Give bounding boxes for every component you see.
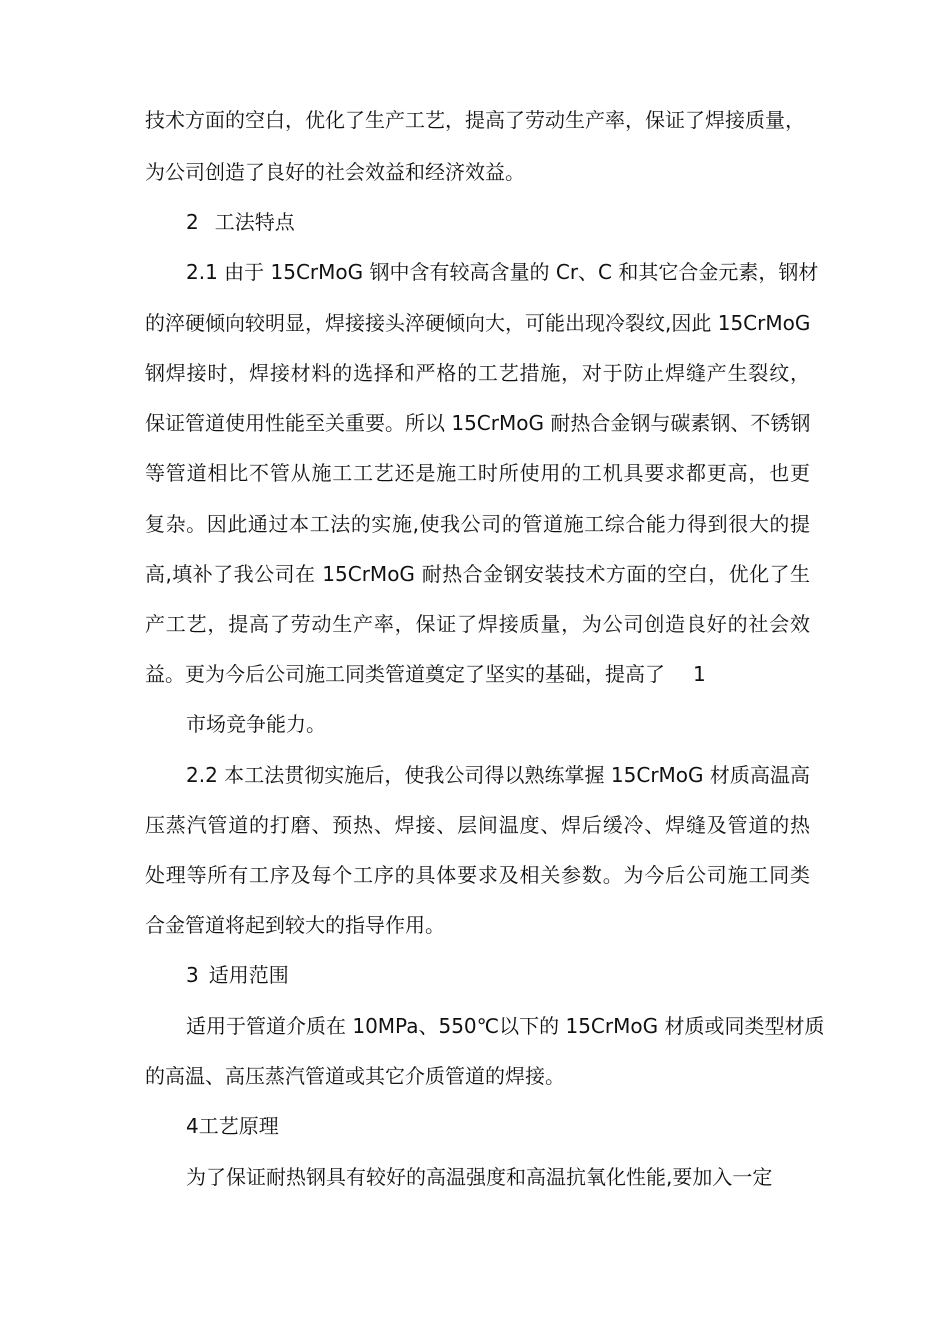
text-line: 市场竞争能力。 bbox=[186, 712, 326, 736]
text-line: 的高温、高压蒸汽管道或其它介质管道的焊接。 bbox=[145, 1064, 565, 1088]
text-line: 复杂。因此通过本工法的实施,使我公司的管道施工综合能力得到很大的提 bbox=[145, 512, 810, 536]
section-title: 工法特点 bbox=[214, 210, 295, 234]
text-line: 高,填补了我公司在 15CrMoG 耐热合金钢安装技术方面的空白，优化了生 bbox=[145, 562, 810, 586]
section-title: 工艺原理 bbox=[198, 1114, 279, 1138]
text-line: 的淬硬倾向较明显，焊接接头淬硬倾向大，可能出现冷裂纹,因此 15CrMoG bbox=[145, 311, 811, 335]
text-line: 钢焊接时，焊接材料的选择和严格的工艺措施，对于防止焊缝产生裂纹， bbox=[145, 361, 810, 385]
text-line: 益。更为今后公司施工同类管道奠定了坚实的基础，提高了 bbox=[145, 662, 665, 686]
text-line: 等管道相比不管从施工工艺还是施工时所使用的工机具要求都更高，也更 bbox=[145, 461, 810, 485]
text-line: 技术方面的空白，优化了生产工艺，提高了劳动生产率，保证了焊接质量， bbox=[145, 108, 805, 132]
section-heading bbox=[186, 961, 289, 989]
text-line: 产工艺，提高了劳动生产率，保证了焊接质量，为公司创造良好的社会效 bbox=[145, 612, 810, 636]
section-heading bbox=[186, 1112, 279, 1140]
text-line: 2.1 由于 15CrMoG 钢中含有较高含量的 Cr、C 和其它合金元素，钢材 bbox=[186, 260, 819, 284]
section-number: 4 bbox=[186, 1114, 199, 1138]
section-number: 2 bbox=[186, 210, 199, 234]
text-line: 处理等所有工序及每个工序的具体要求及相关参数。为今后公司施工同类 bbox=[145, 863, 810, 887]
section-heading bbox=[186, 208, 295, 236]
text-line: 2.2 本工法贯彻实施后，使我公司得以熟练掌握 15CrMoG 材质高温高 bbox=[186, 763, 810, 787]
text-line: 适用于管道介质在 10MPa、550℃以下的 15CrMoG 材质或同类型材质 bbox=[186, 1014, 825, 1038]
section-number: 3 bbox=[186, 963, 199, 987]
text-line: 为公司创造了良好的社会效益和经济效益。 bbox=[145, 160, 525, 184]
text-line: 合金管道将起到较大的指导作用。 bbox=[145, 913, 445, 937]
page-number: 1 bbox=[693, 662, 706, 686]
text-line: 保证管道使用性能至关重要。所以 15CrMoG 耐热合金钢与碳素钢、不锈钢 bbox=[145, 411, 811, 435]
text-line: 为了保证耐热钢具有较好的高温强度和高温抗氧化性能,要加入一定 bbox=[186, 1165, 773, 1189]
section-title: 适用范围 bbox=[208, 963, 289, 987]
text-line: 压蒸汽管道的打磨、预热、焊接、层间温度、焊后缓冷、焊缝及管道的热 bbox=[145, 813, 810, 837]
